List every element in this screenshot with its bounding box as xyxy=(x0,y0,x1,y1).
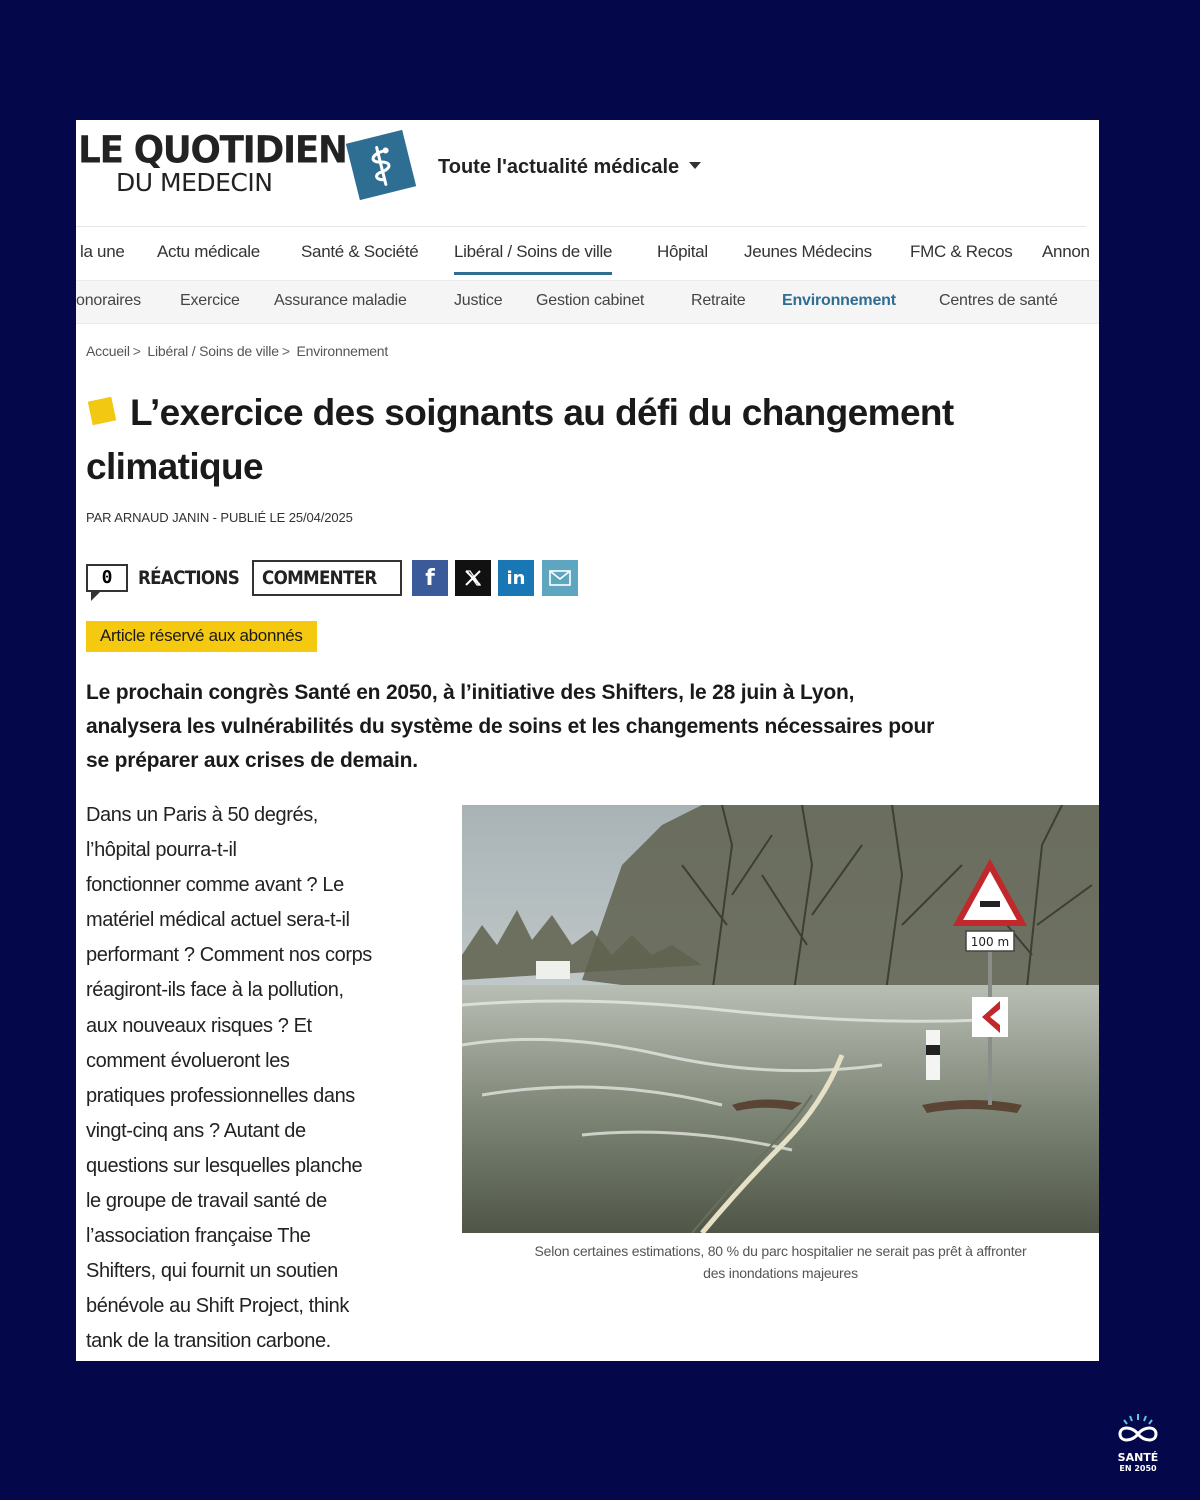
caption-line: des inondations majeures xyxy=(703,1265,858,1281)
linkedin-icon: in xyxy=(506,567,526,589)
breadcrumb-environnement[interactable]: Environnement xyxy=(296,343,389,359)
nav-item-jeunes-medecins[interactable]: Jeunes Médecins xyxy=(744,242,872,261)
photo-caption xyxy=(462,1240,1099,1284)
lead-line: analysera les vulnérabilités du système de soins et les changements nécessaires pour xyxy=(86,715,935,738)
sub-nav-justice[interactable]: Justice xyxy=(454,292,503,309)
nav-item-fmc-recos[interactable]: FMC & Recos xyxy=(910,242,1013,261)
caduceus-logo-icon xyxy=(346,130,416,200)
article-lead xyxy=(86,676,1099,778)
share-linkedin-button[interactable] xyxy=(498,560,534,596)
site-header xyxy=(76,128,1099,218)
article-photo-flooded-road[interactable] xyxy=(462,805,1099,1233)
sub-nav-honoraires[interactable]: onoraires xyxy=(76,292,141,309)
x-icon xyxy=(463,568,483,588)
body-line: le groupe de travail santé de xyxy=(86,1190,327,1213)
nav-item-annonces[interactable]: Annon xyxy=(1042,242,1090,261)
flood-photo-illustration xyxy=(462,805,1099,1233)
brand-name: SANTÉ xyxy=(1117,1451,1159,1464)
body-line: fonctionner comme avant ? Le xyxy=(86,874,344,897)
share-facebook-button[interactable] xyxy=(412,560,448,596)
sub-nav-gestion-cabinet[interactable]: Gestion cabinet xyxy=(536,292,645,309)
chevron-down-icon xyxy=(689,162,701,169)
lead-line: se préparer aux crises de demain. xyxy=(86,749,418,772)
comment-button[interactable] xyxy=(252,560,402,596)
sub-nav-retraite[interactable]: Retraite xyxy=(691,292,746,309)
sub-nav-assurance-maladie[interactable]: Assurance maladie xyxy=(274,292,407,309)
sante-en-2050-logo xyxy=(1108,1412,1168,1482)
brand-year: EN 2050 xyxy=(1119,1464,1157,1473)
sub-nav-centres-de-sante[interactable]: Centres de santé xyxy=(939,292,1058,309)
body-line: pratiques professionnelles dans xyxy=(86,1084,355,1107)
article-screenshot xyxy=(76,120,1099,1361)
reaction-count-bubble[interactable]: 0 xyxy=(86,564,128,592)
article-byline: PAR ARNAUD JANIN - PUBLIÉ LE 25/04/2025 xyxy=(86,510,353,525)
infinity-sun-icon xyxy=(1114,1412,1162,1446)
topic-dropdown-label: Toute l'actualité médicale xyxy=(438,156,680,178)
body-line: tank de la transition carbone. xyxy=(86,1330,331,1353)
mail-icon xyxy=(549,570,571,586)
body-line: l’association française The xyxy=(86,1225,311,1248)
body-line: comment évolueront les xyxy=(86,1049,290,1072)
reactions-label: RÉACTIONS xyxy=(138,567,240,589)
breadcrumb-separator: > xyxy=(281,343,290,359)
share-email-button[interactable] xyxy=(542,560,578,596)
logo-line-1: LE QUOTIDIEN xyxy=(78,128,347,172)
body-line: l’hôpital pourra-t-il xyxy=(86,839,237,862)
facebook-icon: f xyxy=(425,565,435,591)
body-line: Shifters, qui fournit un soutien xyxy=(86,1260,338,1283)
article-title: L’exercice des soignants au défi du changement climatique xyxy=(86,392,954,487)
nav-item-hopital[interactable]: Hôpital xyxy=(657,242,708,261)
body-line: aux nouveaux risques ? Et xyxy=(86,1014,312,1037)
breadcrumb-liberal[interactable]: Libéral / Soins de ville xyxy=(147,343,279,359)
nav-item-sante-societe[interactable]: Santé & Société xyxy=(301,242,419,261)
lead-line: Le prochain congrès Santé en 2050, à l’initiative des Shifters, le 28 juin à Lyon, xyxy=(86,681,855,704)
site-logo[interactable] xyxy=(78,128,347,197)
breadcrumb xyxy=(86,343,388,359)
sub-nav-environnement[interactable]: Environnement xyxy=(782,292,896,309)
comment-button-label: COMMENTER xyxy=(262,567,377,589)
share-x-button[interactable] xyxy=(455,560,491,596)
sign-distance-text: 100 m xyxy=(970,935,1010,949)
section-sub-navigation xyxy=(76,280,1099,324)
caption-line: Selon certaines estimations, 80 % du parc hospitalier ne serait pas prêt à affronter xyxy=(534,1243,1027,1259)
nav-item-la-une[interactable]: la une xyxy=(80,242,125,261)
breadcrumb-accueil[interactable]: Accueil xyxy=(86,343,130,359)
body-line: Dans un Paris à 50 degrés, xyxy=(86,804,318,826)
topic-dropdown[interactable] xyxy=(438,156,701,179)
nav-item-actu-medicale[interactable]: Actu médicale xyxy=(157,242,260,261)
body-line: vingt-cinq ans ? Autant de xyxy=(86,1119,306,1142)
breadcrumb-separator: > xyxy=(132,343,141,359)
sub-nav-exercice[interactable]: Exercice xyxy=(180,292,240,309)
subscriber-only-badge: Article réservé aux abonnés xyxy=(86,621,317,652)
body-line: bénévole au Shift Project, think xyxy=(86,1295,349,1318)
body-line: réagiront-ils face à la pollution, xyxy=(86,979,344,1002)
header-divider xyxy=(76,226,1086,227)
body-line: performant ? Comment nos corps xyxy=(86,944,372,967)
body-line: matériel médical actuel sera-t-il xyxy=(86,909,350,932)
logo-line-2: DU MEDECIN xyxy=(116,168,273,197)
nav-item-liberal-soins-de-ville[interactable]: Libéral / Soins de ville xyxy=(454,242,612,275)
article-body xyxy=(86,798,446,1360)
body-line: questions sur lesquelles planche xyxy=(86,1154,363,1177)
